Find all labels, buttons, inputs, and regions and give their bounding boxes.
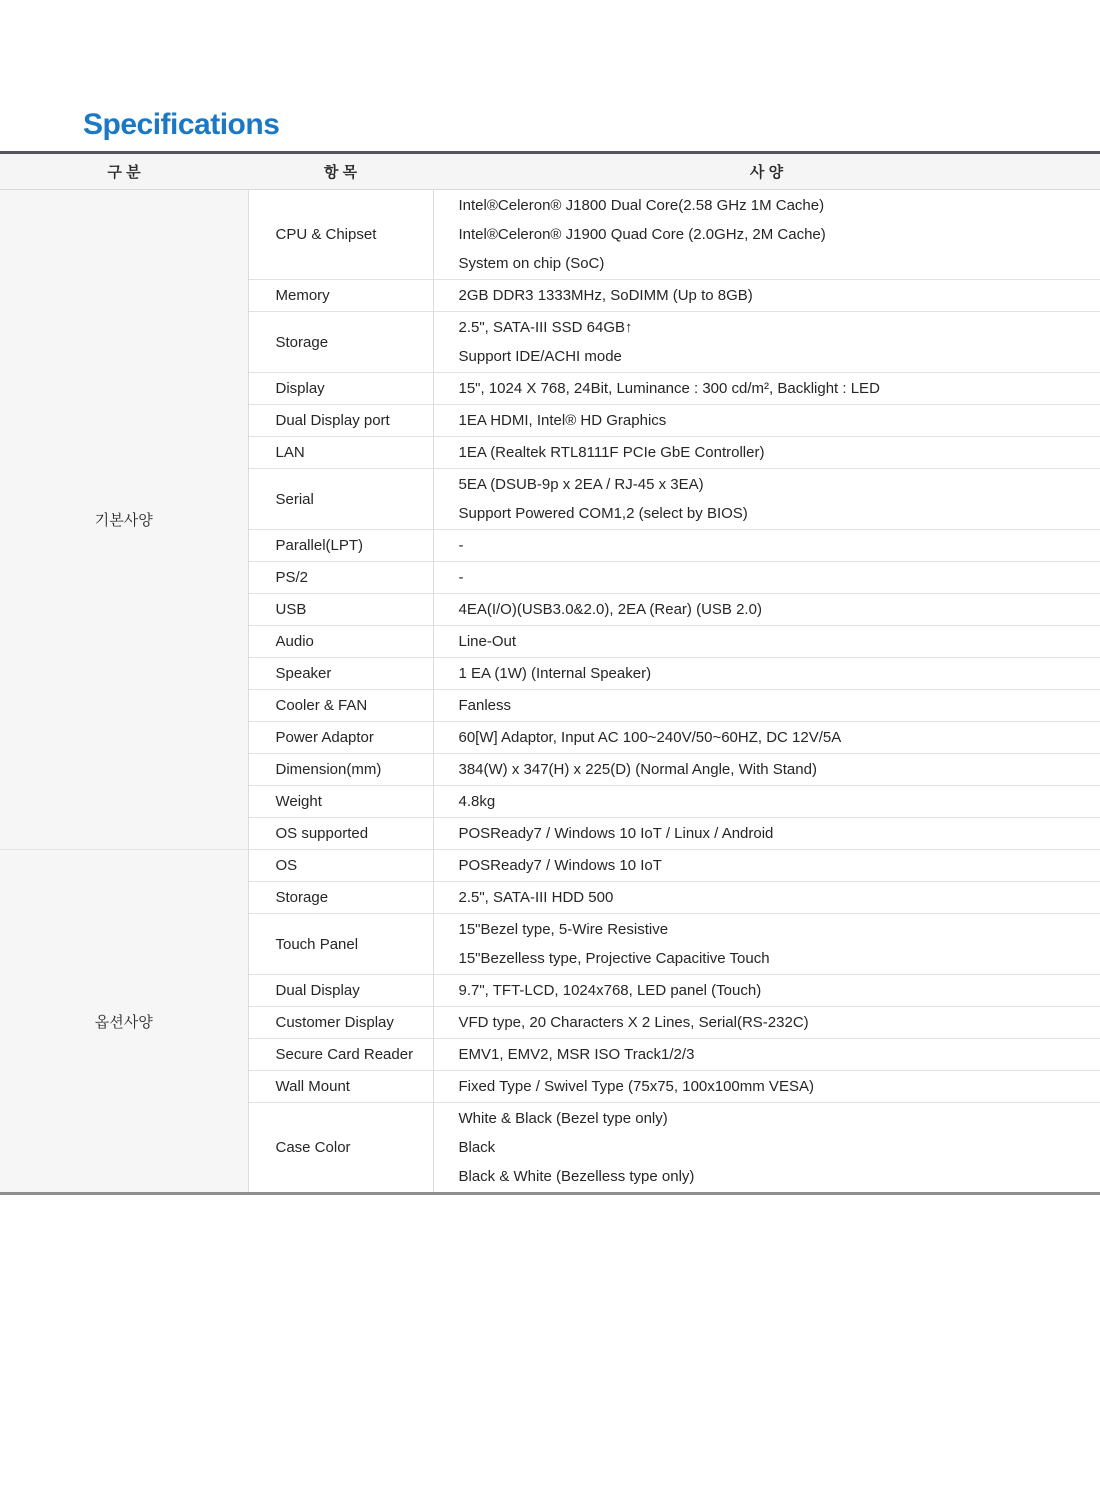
item-label: OS	[275, 857, 298, 874]
category-cell-basic: 기본사양	[0, 190, 248, 850]
item-cell	[248, 626, 433, 658]
spec-line: Black & White (Bezelless type only)	[458, 1168, 695, 1185]
item-label: Customer Display	[275, 1014, 394, 1031]
spec-line: 4EA(I/O)(USB3.0&2.0), 2EA (Rear) (USB 2.0)	[458, 601, 762, 618]
spec-cell	[433, 1007, 1100, 1039]
spec-cell	[433, 594, 1100, 626]
spec-cell	[433, 690, 1100, 722]
item-cell	[248, 190, 433, 280]
item-label: CPU & Chipset	[275, 226, 377, 243]
item-label: Secure Card Reader	[275, 1046, 414, 1063]
item-cell	[248, 754, 433, 786]
spec-line: Support Powered COM1,2 (select by BIOS)	[458, 505, 748, 522]
item-label: Wall Mount	[275, 1078, 350, 1095]
item-label: PS/2	[275, 569, 309, 586]
page-title: Specifications	[83, 108, 280, 141]
spec-line: 5EA (DSUB-9p x 2EA / RJ-45 x 3EA)	[458, 476, 704, 493]
item-label: Serial	[275, 490, 314, 508]
spec-line: System on chip (SoC)	[458, 255, 605, 272]
item-label: Dual Display port	[275, 412, 390, 429]
spec-line: 15", 1024 X 768, 24Bit, Luminance : 300 cd/m², Backlight : LED	[458, 380, 880, 397]
item-label: LAN	[275, 444, 305, 461]
item-cell	[248, 850, 433, 882]
item-cell	[248, 1071, 433, 1103]
item-label: USB	[275, 601, 307, 618]
item-cell	[248, 312, 433, 373]
spec-cell	[433, 914, 1100, 975]
spec-line: 2.5", SATA-III HDD 500	[458, 889, 614, 906]
item-cell	[248, 594, 433, 626]
spec-line: 1EA HDMI, Intel® HD Graphics	[458, 412, 667, 429]
item-label: Dual Display	[275, 982, 360, 999]
item-cell	[248, 1039, 433, 1071]
spec-line: 1EA (Realtek RTL8111F PCIe GbE Controller)	[458, 444, 765, 461]
spec-line: White & Black (Bezel type only)	[458, 1110, 668, 1127]
spec-cell	[433, 754, 1100, 786]
spec-line: 15"Bezel type, 5-Wire Resistive	[458, 921, 669, 938]
item-cell	[248, 914, 433, 975]
header-category: 구 분	[0, 153, 248, 190]
spec-line: Fixed Type / Swivel Type (75x75, 100x100mm VESA)	[458, 1078, 814, 1095]
table-header-row	[0, 153, 1100, 190]
item-label: OS supported	[275, 825, 369, 842]
spec-cell	[433, 437, 1100, 469]
spec-cell	[433, 975, 1100, 1007]
table-row	[0, 850, 1100, 882]
spec-line: 4.8kg	[458, 793, 496, 810]
table-row	[0, 190, 1100, 280]
item-cell	[248, 786, 433, 818]
spec-cell	[433, 818, 1100, 850]
spec-cell	[433, 626, 1100, 658]
item-label: Audio	[275, 633, 314, 650]
item-cell	[248, 690, 433, 722]
header-item: 항 목	[248, 153, 433, 190]
item-label: Display	[275, 380, 325, 397]
spec-line: POSReady7 / Windows 10 IoT / Linux / Android	[458, 825, 774, 842]
spec-cell	[433, 312, 1100, 373]
item-cell	[248, 882, 433, 914]
item-cell	[248, 658, 433, 690]
spec-line: 15"Bezelless type, Projective Capacitive Touch	[458, 950, 770, 967]
spec-cell	[433, 882, 1100, 914]
spec-cell	[433, 373, 1100, 405]
spec-cell	[433, 722, 1100, 754]
spec-cell	[433, 1103, 1100, 1194]
spec-line: 2.5", SATA-III SSD 64GB↑	[458, 319, 633, 336]
item-cell	[248, 437, 433, 469]
item-label: Power Adaptor	[275, 729, 374, 746]
spec-cell	[433, 786, 1100, 818]
spec-line: 9.7", TFT-LCD, 1024x768, LED panel (Touch)	[458, 982, 762, 999]
item-label: Memory	[275, 287, 330, 304]
item-cell	[248, 469, 433, 530]
item-label: Case Color	[275, 1139, 351, 1156]
spec-line: Black	[458, 1139, 496, 1156]
spec-line: -	[458, 569, 464, 586]
spec-cell	[433, 280, 1100, 312]
spec-table	[0, 151, 1100, 1195]
spec-cell	[433, 562, 1100, 594]
item-cell	[248, 1007, 433, 1039]
spec-line: EMV1, EMV2, MSR ISO Track1/2/3	[458, 1046, 695, 1063]
item-label: Dimension(mm)	[275, 761, 382, 778]
spec-cell	[433, 405, 1100, 437]
category-cell-option: 옵션사양	[0, 850, 248, 1194]
item-label: Weight	[275, 793, 322, 810]
item-cell	[248, 818, 433, 850]
spec-cell	[433, 530, 1100, 562]
spec-cell	[433, 1071, 1100, 1103]
spec-cell	[433, 658, 1100, 690]
item-cell	[248, 722, 433, 754]
item-cell	[248, 1103, 433, 1194]
item-label: Touch Panel	[275, 935, 359, 953]
item-label: Speaker	[275, 665, 332, 682]
spec-line: Intel®Celeron® J1900 Quad Core (2.0GHz, 2M Cache)	[458, 226, 826, 243]
item-cell	[248, 975, 433, 1007]
spec-cell	[433, 850, 1100, 882]
spec-line: POSReady7 / Windows 10 IoT	[458, 857, 662, 874]
spec-line: -	[458, 537, 464, 554]
spec-cell	[433, 469, 1100, 530]
header-spec: 사 양	[433, 153, 1100, 190]
item-cell	[248, 373, 433, 405]
spec-line: 2GB DDR3 1333MHz, SoDIMM (Up to 8GB)	[458, 287, 753, 304]
spec-line: 1 EA (1W) (Internal Speaker)	[458, 665, 652, 682]
item-cell	[248, 405, 433, 437]
item-label: Parallel(LPT)	[275, 537, 364, 554]
item-label: Storage	[275, 889, 329, 906]
spec-line: 60[W] Adaptor, Input AC 100~240V/50~60HZ, DC 12V/5A	[458, 729, 842, 746]
item-label: Cooler & FAN	[275, 697, 368, 714]
spec-cell	[433, 190, 1100, 280]
spec-line: Support IDE/ACHI mode	[458, 348, 622, 365]
spec-line: 384(W) x 347(H) x 225(D) (Normal Angle, With Stand)	[458, 761, 817, 778]
spec-line: Fanless	[458, 697, 512, 714]
item-label: Storage	[275, 333, 329, 351]
spec-line: VFD type, 20 Characters X 2 Lines, Serial(RS-232C)	[458, 1014, 809, 1031]
spec-line: Intel®Celeron® J1800 Dual Core(2.58 GHz 1M Cache)	[458, 197, 825, 214]
spec-cell	[433, 1039, 1100, 1071]
item-cell	[248, 562, 433, 594]
item-cell	[248, 280, 433, 312]
spec-line: Line-Out	[458, 633, 517, 650]
item-cell	[248, 530, 433, 562]
